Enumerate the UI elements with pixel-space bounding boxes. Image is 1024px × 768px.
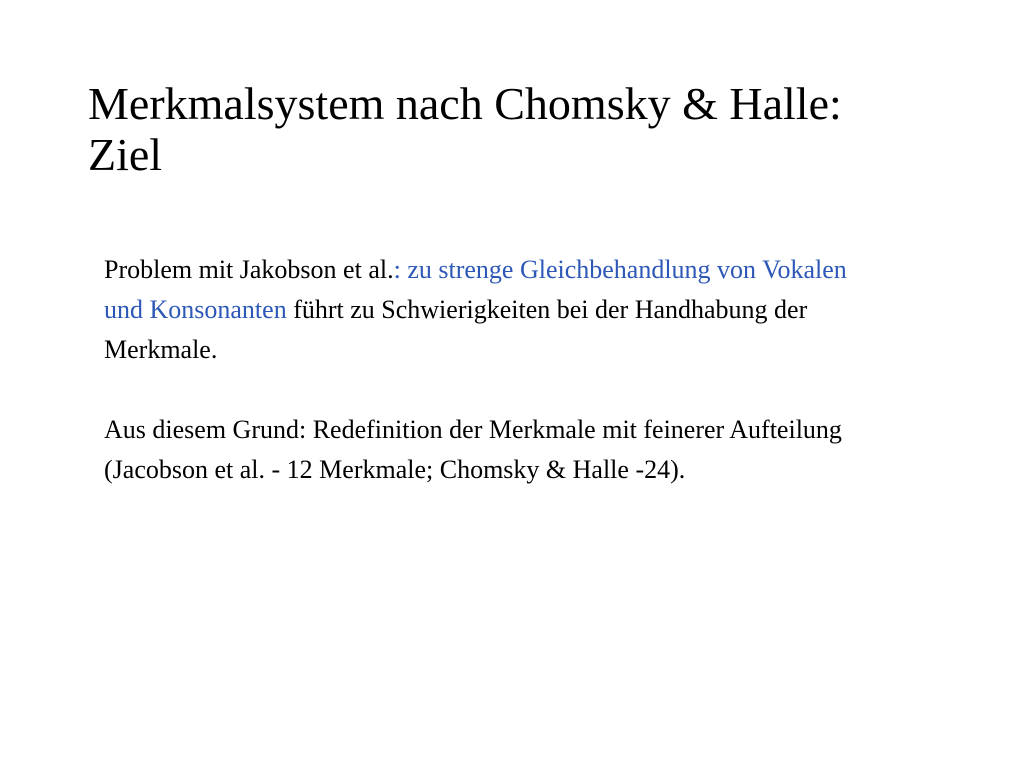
slide-title-line-2: Ziel [88, 129, 163, 180]
problem-continuation-text: führt zu Schwierigkeiten bei der Handhabung der [286, 295, 808, 324]
paragraph-problem-line-2 [104, 290, 1004, 330]
paragraph-problem [104, 250, 1004, 370]
problem-intro-text: Problem mit Jakobson et al. [104, 255, 394, 284]
slide-title [88, 78, 988, 180]
paragraph-reason-line-1: Aus diesem Grund: Redefinition der Merkmale mit feinerer Aufteilung [104, 415, 842, 444]
paragraph-problem-line-3: Merkmale. [104, 335, 218, 364]
slide-body [104, 250, 1004, 490]
paragraph-reason [104, 410, 1004, 490]
slide-title-line-1: Merkmalsystem nach Chomsky & Halle: [88, 78, 842, 129]
highlighted-text-2: und Konsonanten [104, 295, 287, 324]
paragraph-problem-line-1 [104, 250, 1004, 290]
paragraph-reason-line-2: (Jacobson et al. - 12 Merkmale; Chomsky & Halle -24). [104, 455, 686, 484]
highlighted-text-1: : zu strenge Gleichbehandlung von Vokalen [393, 255, 847, 284]
